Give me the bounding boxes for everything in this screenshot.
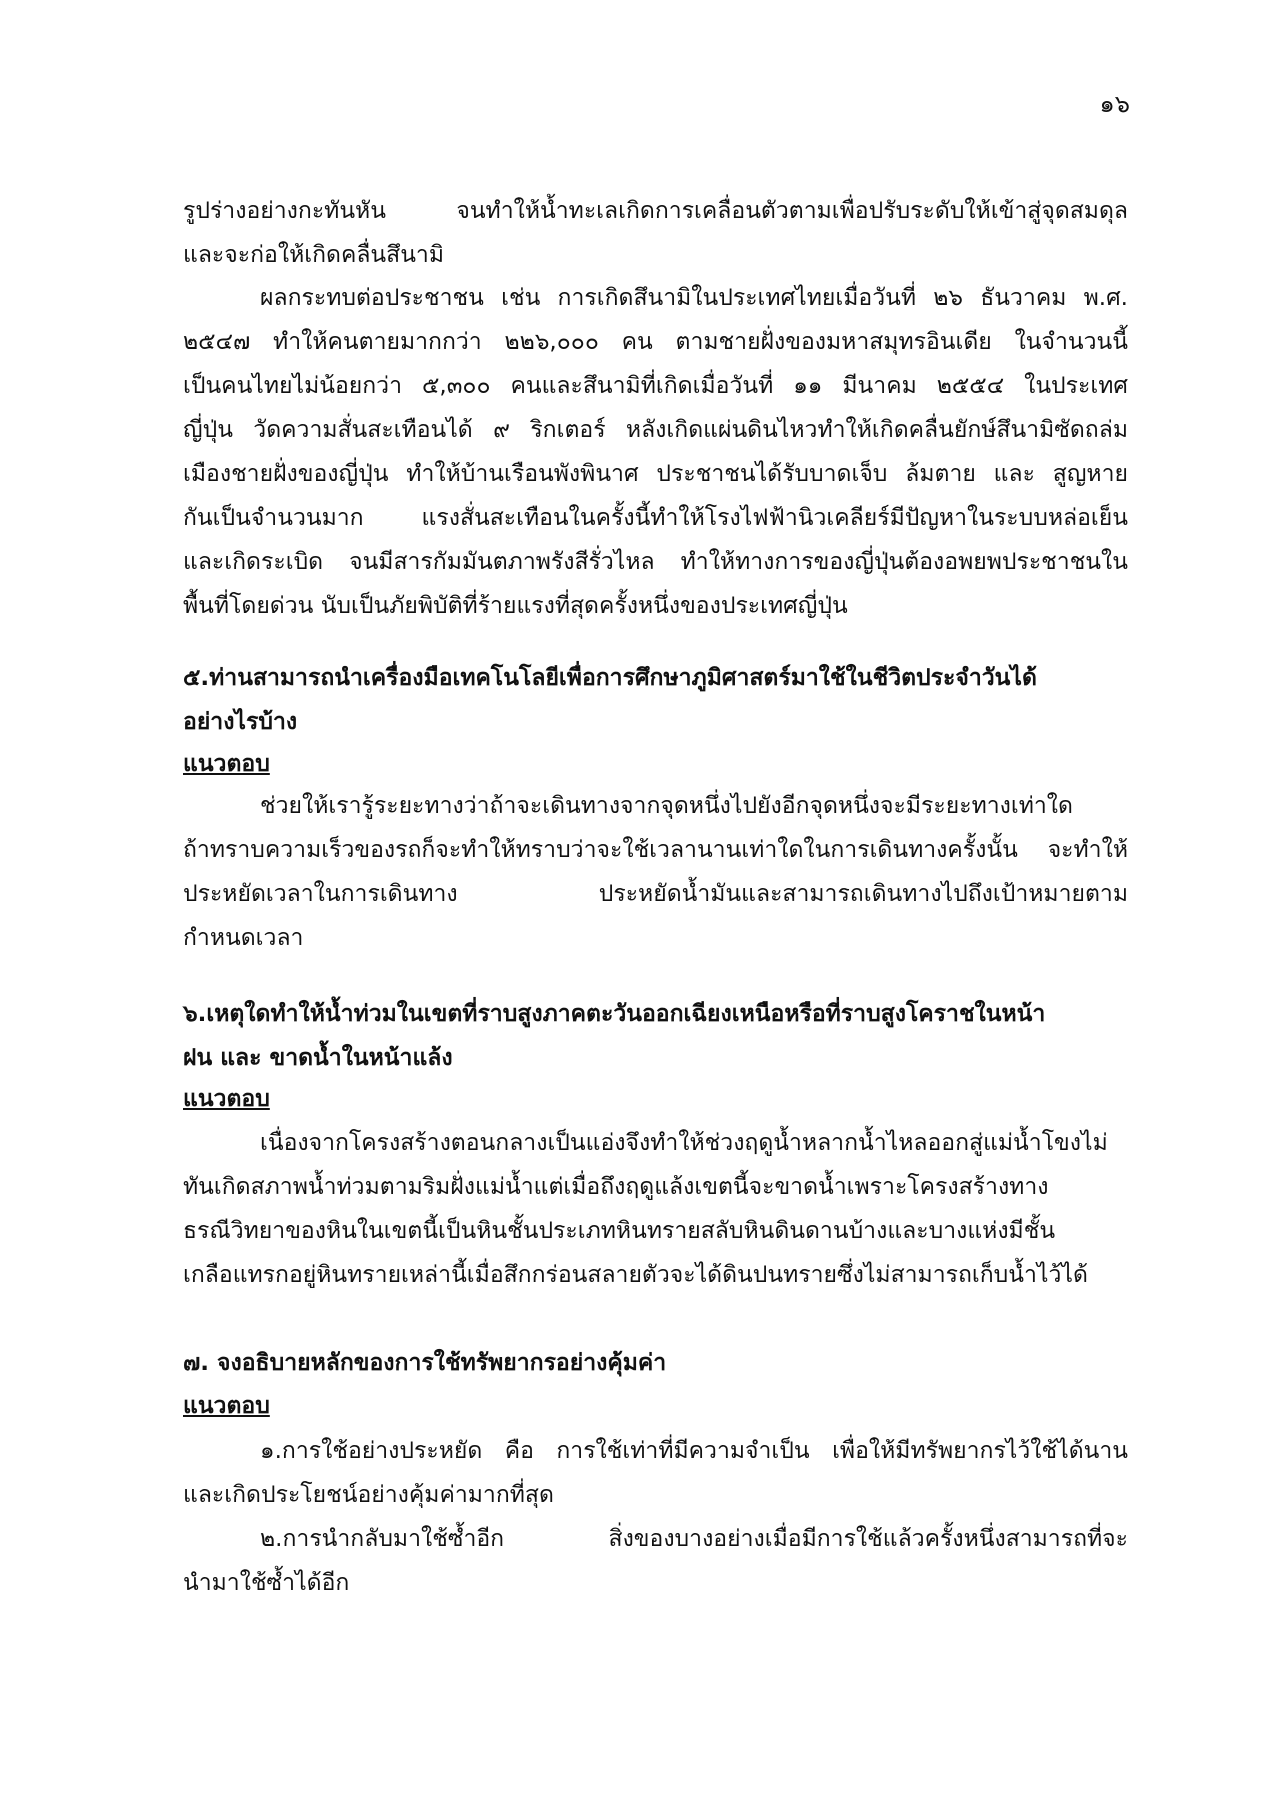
page-number: ๑๖ xyxy=(1099,90,1130,118)
paragraph-line: รูปร่างอย่างกะทันหัน จนทำให้น้ำทะเลเกิดการเคลื่อนตัวตามเพื่อปรับระดับให้เข้าสู่จุดสมดุล xyxy=(183,198,1128,224)
paragraph-line: นำมาใช้ซ้ำได้อีก xyxy=(183,1570,350,1596)
paragraph-line: ๑.การใช้อย่างประหยัด คือ การใช้เท่าที่มีความจำเป็น เพื่อให้มีทรัพยากรไว้ใช้ได้นาน xyxy=(260,1438,1128,1464)
paragraph-line: ถ้าทราบความเร็วของรถก็จะทำให้ทราบว่าจะใช้เวลานานเท่าใดในการเดินทางครั้งนั้น จะทำให้ xyxy=(183,837,1128,863)
paragraph-line: ๒.การนำกลับมาใช้ซ้ำอีก สิ่งของบางอย่างเมื่อมีการใช้แล้วครั้งหนึ่งสามารถที่จะ xyxy=(260,1526,1128,1552)
paragraph-line: ธรณีวิทยาของหินในเขตนี้เป็นหินชั้นประเภทหินทรายสลับหินดินดานบ้างและบางแห่งมีชั้น xyxy=(183,1218,1056,1244)
paragraph-line: ประหยัดเวลาในการเดินทาง ประหยัดน้ำมันและสามารถเดินทางไปถึงเป้าหมายตาม xyxy=(183,881,1128,907)
paragraph-line: และเกิดประโยชน์อย่างคุ้มค่ามากที่สุด xyxy=(183,1482,554,1508)
question-line: ๗. จงอธิบายหลักของการใช้ทรัพยากรอย่างคุ้มค่า xyxy=(183,1350,667,1376)
paragraph-line: พื้นที่โดยด่วน นับเป็นภัยพิบัติที่ร้ายแรงที่สุดครั้งหนึ่งของประเทศญี่ปุ่น xyxy=(183,593,848,619)
paragraph-line: ช่วยให้เรารู้ระยะทางว่าถ้าจะเดินทางจากจุดหนึ่งไปยังอีกจุดหนึ่งจะมีระยะทางเท่าใด xyxy=(260,793,1073,819)
answer-label: แนวตอบ xyxy=(183,751,270,777)
paragraph-line: กำหนดเวลา xyxy=(183,925,304,951)
answer-label: แนวตอบ xyxy=(183,1393,270,1419)
paragraph-line: เกลือแทรกอยู่หินทรายเหล่านี้เมื่อสึกกร่อนสลายตัวจะได้ดินปนทรายซึ่งไม่สามารถเก็บน้ำไว้ได้ xyxy=(183,1262,1088,1288)
paragraph-line: และจะก่อให้เกิดคลื่นสึนามิ xyxy=(183,242,444,268)
paragraph-line: ๒๕๔๗ ทำให้คนตายมากกว่า ๒๒๖,๐๐๐ คน ตามชายฝั่งของมหาสมุทรอินเดีย ในจำนวนนี้ xyxy=(183,329,1128,355)
paragraph-line: เป็นคนไทยไม่น้อยกว่า ๕,๓๐๐ คนและสึนามิที่เกิดเมื่อวันที่ ๑๑ มีนาคม ๒๕๕๔ ในประเทศ xyxy=(183,373,1128,399)
paragraph-line: เนื่องจากโครงสร้างตอนกลางเป็นแอ่งจึงทำให้ช่วงฤดูน้ำหลากน้ำไหลออกสู่แม่น้ำโขงไม่ xyxy=(260,1130,1108,1156)
paragraph-line: กันเป็นจำนวนมาก แรงสั่นสะเทือนในครั้งนี้ทำให้โรงไฟฟ้านิวเคลียร์มีปัญหาในระบบหล่อเย็น xyxy=(183,505,1128,531)
paragraph-line: ผลกระทบต่อประชาชน เช่น การเกิดสึนามิในประเทศไทยเมื่อวันที่ ๒๖ ธันวาคม พ.ศ. xyxy=(260,285,1128,311)
question-line: ๕.ท่านสามารถนำเครื่องมือเทคโนโลยีเพื่อการศึกษาภูมิศาสตร์มาใช้ในชีวิตประจำวันได้ xyxy=(183,665,1037,691)
question-line: ฝน และ ขาดน้ำในหน้าแล้ง xyxy=(183,1045,453,1071)
question-line: อย่างไรบ้าง xyxy=(183,709,298,735)
answer-label: แนวตอบ xyxy=(183,1086,270,1112)
paragraph-line: และเกิดระเบิด จนมีสารกัมมันตภาพรังสีรั่วไหล ทำให้ทางการของญี่ปุ่นต้องอพยพประชาชนใน xyxy=(183,549,1128,575)
paragraph-line: เมืองชายฝั่งของญี่ปุ่น ทำให้บ้านเรือนพังพินาศ ประชาชนได้รับบาดเจ็บ ล้มตาย และ สูญหาย xyxy=(183,461,1128,487)
paragraph-line: ทันเกิดสภาพน้ำท่วมตามริมฝั่งแม่น้ำแต่เมื่อถึงฤดูแล้งเขตนี้จะขาดน้ำเพราะโครงสร้างทาง xyxy=(183,1174,1049,1200)
paragraph-line: ญี่ปุ่น วัดความสั่นสะเทือนได้ ๙ ริกเตอร์ หลังเกิดแผ่นดินไหวทำให้เกิดคลื่นยักษ์สึนามิซัดถล่ม xyxy=(183,417,1128,443)
question-line: ๖.เหตุใดทำให้น้ำท่วมในเขตที่ราบสูงภาคตะวันออกเฉียงเหนือหรือที่ราบสูงโคราชในหน้า xyxy=(183,1001,1046,1027)
